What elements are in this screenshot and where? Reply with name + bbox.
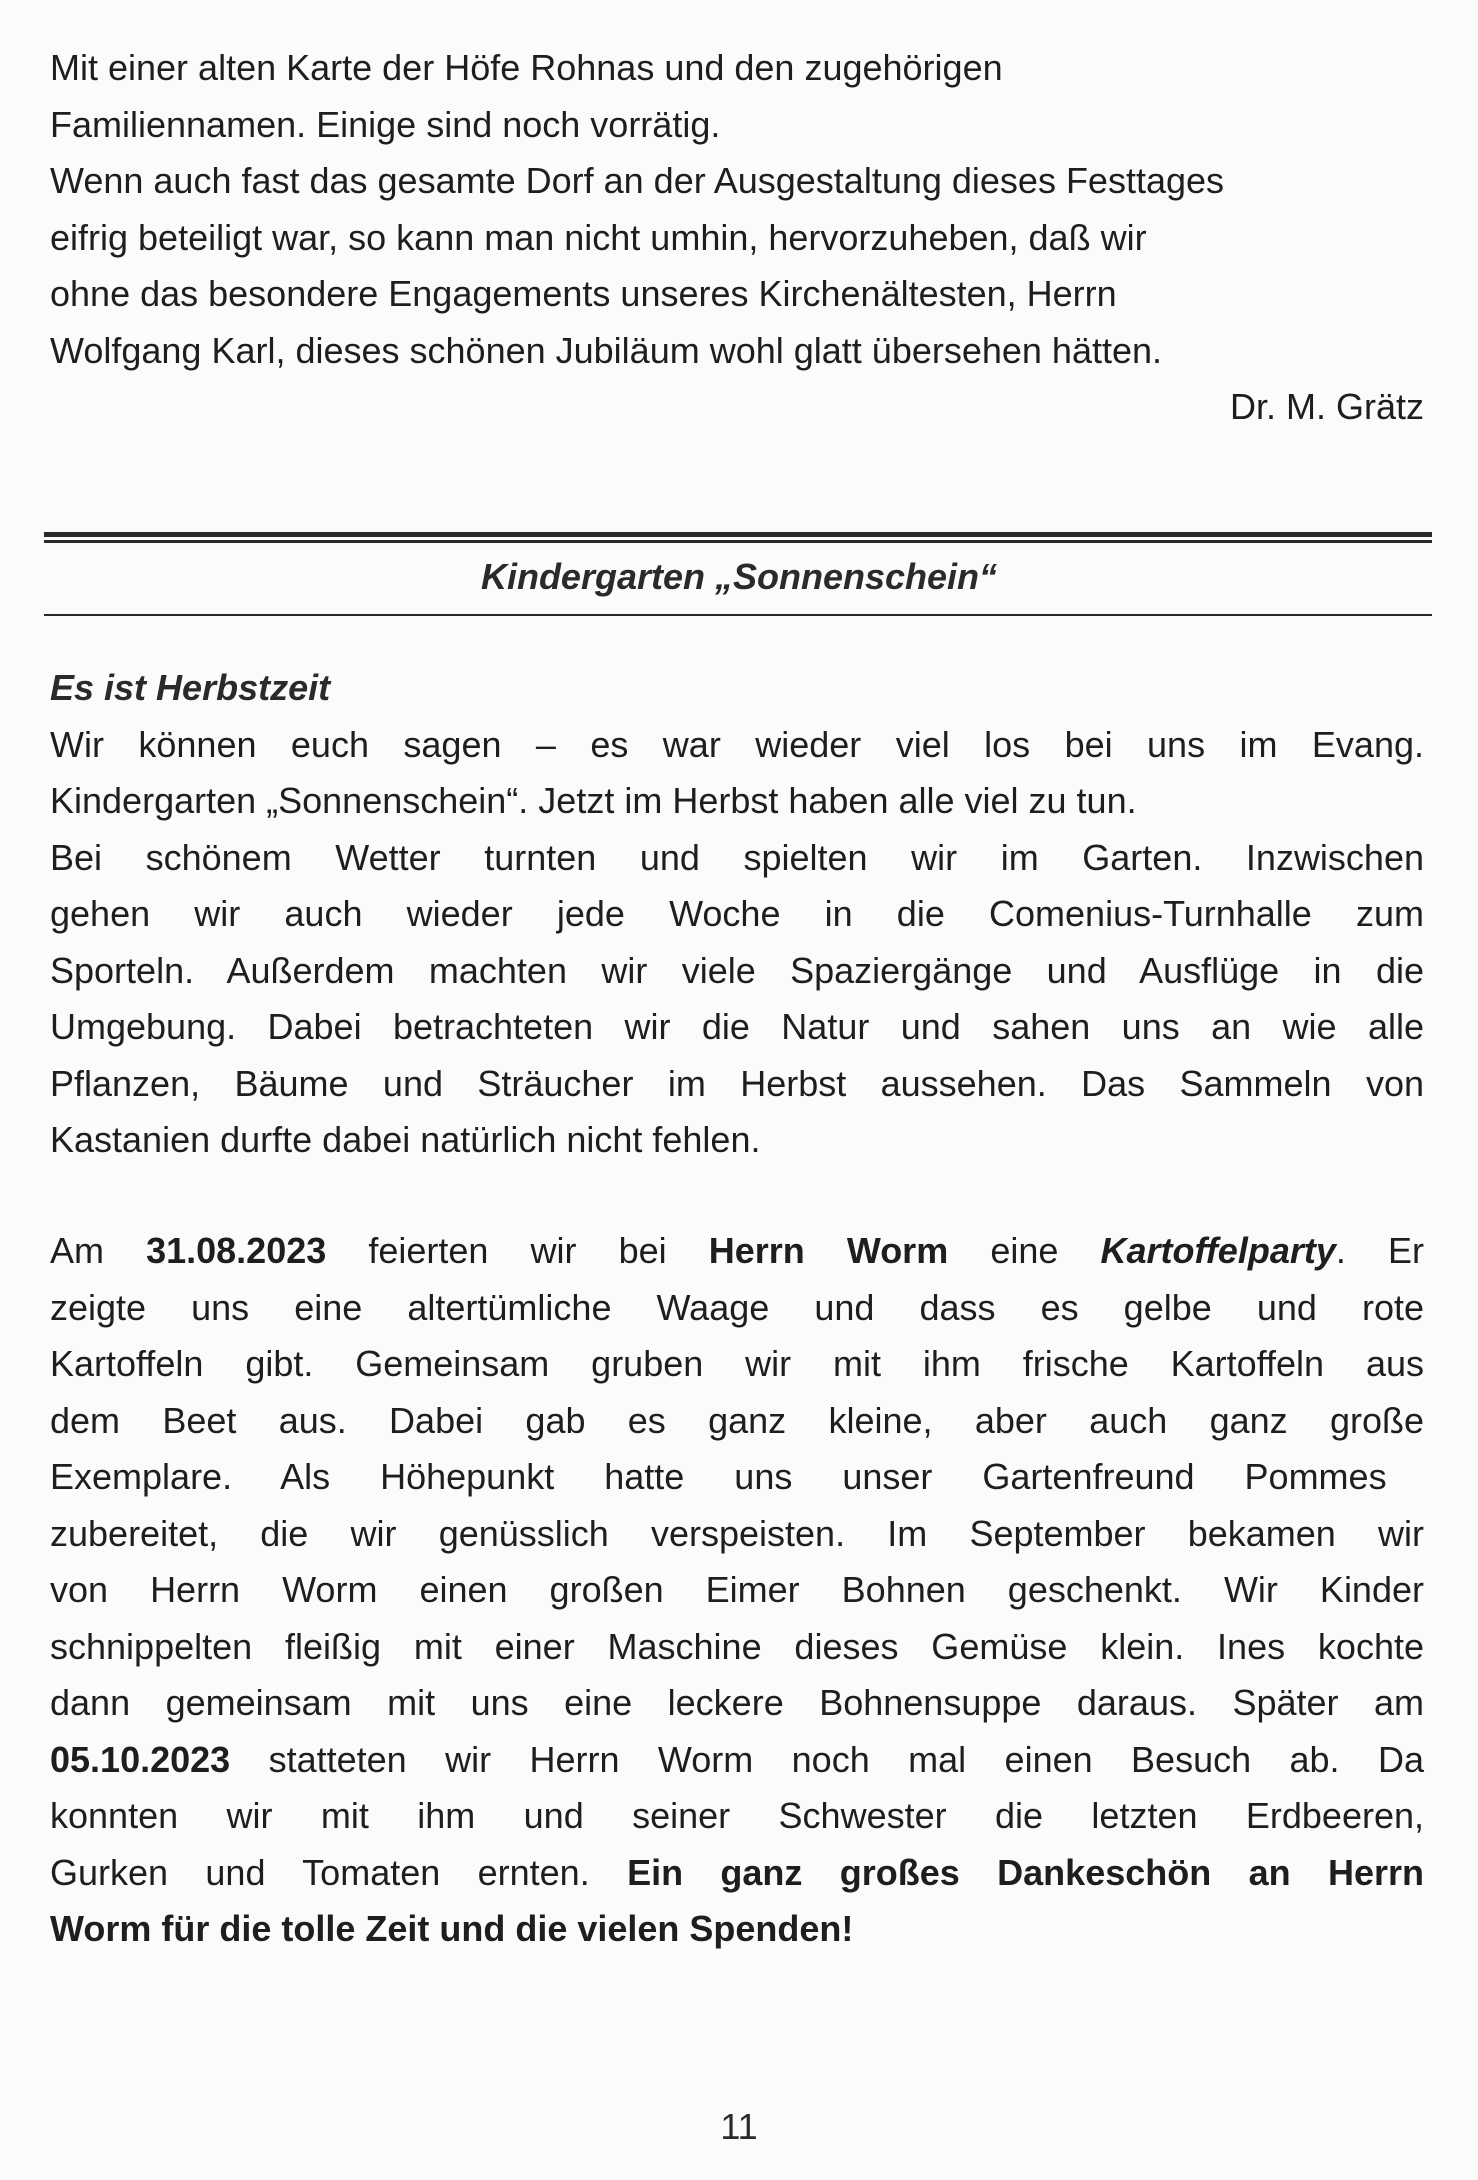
article-p2-line-7: von Herrn Worm einen großen Eimer Bohnen geschenkt. Wir Kinder <box>50 1569 1424 1610</box>
text-segment: eine <box>990 1230 1059 1271</box>
intro-line-1: Mit einer alten Karte der Höfe Rohnas und den zugehörigen <box>50 47 1003 88</box>
article-p2-line-11: konnten wir mit ihm und seiner Schwester die letzten Erdbeeren, <box>50 1795 1424 1836</box>
article-subtitle: Es ist Herbstzeit <box>50 667 331 708</box>
thanks-highlight: Ein ganz großes Dankeschön an Herrn <box>627 1851 1424 1893</box>
article-p1-line-1: Wir können euch sagen – es war wieder viel los bei uns im Evang. <box>50 723 1424 765</box>
article-p2-line-8: schnippelten fleißig mit einer Maschine dieses Gemüse klein. Ines kochte <box>50 1625 1424 1667</box>
article-p2-line-2: zeigte uns eine altertümliche Waage und dass es gelbe und rote <box>50 1286 1424 1328</box>
author-signature: Dr. M. Grätz <box>1229 386 1424 427</box>
article-p2-line-13: Worm für die tolle Zeit und die vielen Spenden! <box>50 1908 854 1949</box>
article-p1-line-5: Sporteln. Außerdem machten wir viele Spaziergänge und Ausflüge in die <box>50 949 1424 991</box>
text-segment: feierten wir bei <box>368 1230 667 1271</box>
article-p1-line-8: Kastanien durfte dabei natürlich nicht fehlen. <box>50 1119 761 1160</box>
person-highlight: Herrn Worm <box>708 1230 949 1271</box>
text-segment: statteten wir Herrn Worm noch mal einen Besuch ab. Da <box>268 1738 1424 1780</box>
page-number: 11 <box>720 2106 758 2147</box>
text-segment: Gurken und Tomaten ernten. <box>50 1851 590 1893</box>
intro-line-6: Wolfgang Karl, dieses schönen Jubiläum wohl glatt übersehen hätten. <box>50 329 1163 371</box>
article-p1-line-2: Kindergarten „Sonnenschein“. Jetzt im Herbst haben alle viel zu tun. <box>50 780 1137 821</box>
article-p2-line-5: Exemplare. Als Höhepunkt hatte uns unser Gartenfreund Pommes <box>50 1456 1387 1497</box>
section-title-underline <box>44 614 1432 616</box>
intro-line-2: Familiennamen. Einige sind noch vorrätig. <box>50 103 721 145</box>
article-p1-line-4: gehen wir auch wieder jede Woche in die Comenius-Turnhalle zum <box>50 893 1424 934</box>
intro-block <box>50 40 1424 436</box>
event-highlight: Kartoffelparty <box>1100 1230 1336 1271</box>
date-highlight: 31.08.2023 <box>146 1230 327 1271</box>
article-p2-line-4: dem Beet aus. Dabei gab es ganz kleine, aber auch ganz große <box>50 1399 1424 1441</box>
article-paragraph-2 <box>50 1223 1424 1958</box>
text-segment: Am <box>50 1230 104 1271</box>
section-double-rule <box>44 532 1432 543</box>
article-p2-line-12 <box>50 1845 1424 1902</box>
article-p2-line-9: dann gemeinsam mit uns eine leckere Bohnensuppe daraus. Später am <box>50 1682 1424 1723</box>
article-p2-line-1 <box>50 1223 1424 1280</box>
article-p2-line-3: Kartoffeln gibt. Gemeinsam gruben wir mit ihm frische Kartoffeln aus <box>50 1343 1424 1384</box>
article-p1-line-7: Pflanzen, Bäume und Sträucher im Herbst aussehen. Das Sammeln von <box>50 1062 1424 1104</box>
article-p1-line-3: Bei schönem Wetter turnten und spielten wir im Garten. Inzwischen <box>50 836 1424 878</box>
article-p2-line-6: zubereitet, die wir genüsslich verspeisten. Im September bekamen wir <box>50 1512 1424 1554</box>
date-highlight: 05.10.2023 <box>50 1738 231 1780</box>
intro-line-3: Wenn auch fast das gesamte Dorf an der Ausgestaltung dieses Festtages <box>50 160 1225 201</box>
section-title: Kindergarten „Sonnenschein“ <box>480 556 998 597</box>
text-segment: . Er <box>1335 1230 1424 1271</box>
article-block <box>50 660 1424 1169</box>
intro-line-4: eifrig beteiligt war, so kann man nicht umhin, hervorzuheben, daß wir <box>50 216 1147 258</box>
article-p2-line-10 <box>50 1732 1424 1789</box>
article-p1-line-6: Umgebung. Dabei betrachteten wir die Natur und sahen uns an wie alle <box>50 1006 1424 1047</box>
intro-line-5: ohne das besondere Engagements unseres Kirchenältesten, Herrn <box>50 273 1117 314</box>
